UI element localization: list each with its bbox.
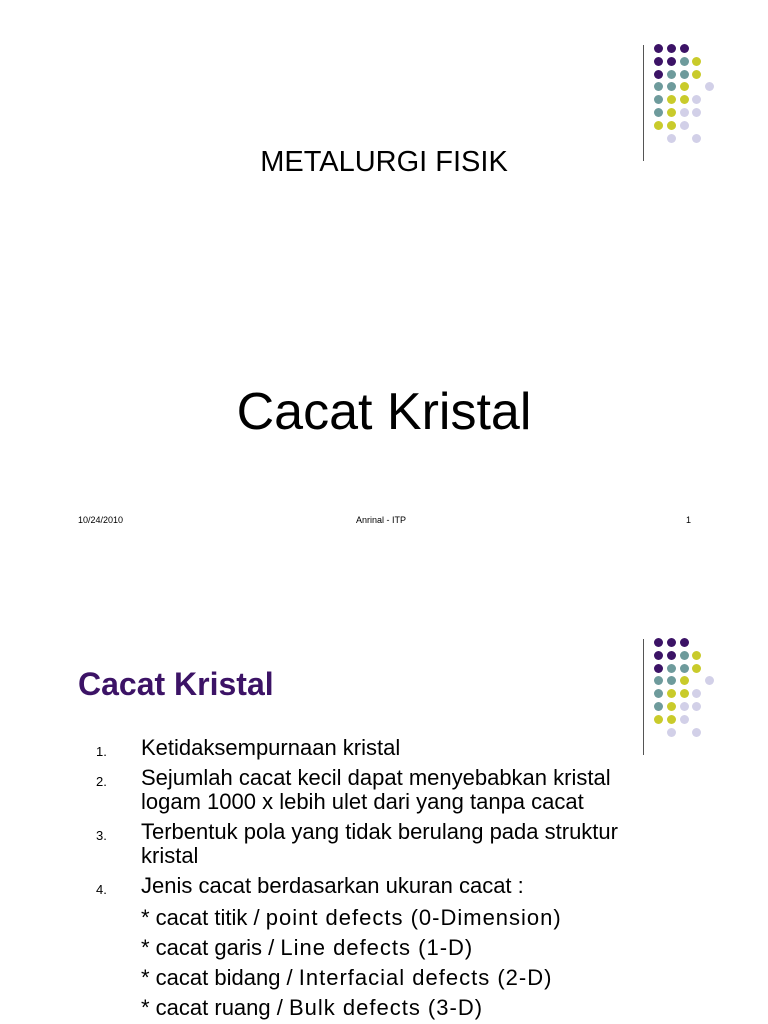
vertical-divider-line: [643, 639, 644, 755]
decorative-dot: [667, 664, 676, 673]
decorative-dot: [680, 664, 689, 673]
slide-title: Cacat Kristal: [236, 383, 532, 441]
decorative-dot: [692, 702, 701, 711]
decorative-dot: [654, 95, 663, 104]
decorative-dot: [667, 44, 676, 53]
decorative-dot: [680, 638, 689, 647]
decorative-dot: [680, 108, 689, 117]
decorative-dot: [692, 689, 701, 698]
decorative-dot: [667, 715, 676, 724]
decorative-dot: [654, 651, 663, 660]
decorative-dot: [680, 689, 689, 698]
vertical-divider-line: [643, 45, 644, 161]
sub-item: [141, 935, 473, 961]
decorative-dot: [667, 638, 676, 647]
decorative-dot: [692, 664, 701, 673]
decorative-dot: [667, 82, 676, 91]
decorative-dot: [692, 728, 701, 737]
footer-page-number: 1: [686, 515, 692, 525]
sub-item-term: * cacat ruang /: [141, 995, 289, 1020]
decorative-dot: [654, 70, 663, 79]
list-item-text: kristal: [141, 843, 199, 868]
decorative-dot: [654, 715, 663, 724]
list-item-text: Terbentuk pola yang tidak berulang pada struktur: [141, 819, 618, 844]
decorative-dot: [654, 108, 663, 117]
decorative-dot: [705, 82, 714, 91]
decorative-dot: [680, 82, 689, 91]
decorative-dot: [680, 57, 689, 66]
decorative-dot: [680, 676, 689, 685]
decorative-dot: [654, 57, 663, 66]
decorative-dot: [680, 651, 689, 660]
decorative-dot: [667, 728, 676, 737]
list-item-number: 4.: [96, 882, 107, 897]
decorative-dot: [692, 134, 701, 143]
sub-item-term: * cacat bidang /: [141, 965, 299, 990]
slide-subtitle: METALURGI FISIK: [260, 146, 508, 178]
sub-item-english: Bulk defects (3-D): [288, 995, 484, 1020]
decorative-dot: [680, 702, 689, 711]
decorative-dot: [667, 108, 676, 117]
decorative-dot: [667, 121, 676, 130]
decorative-dot: [654, 638, 663, 647]
dot-pattern-decoration: [654, 638, 724, 748]
decorative-dot: [654, 121, 663, 130]
list-item-text: Ketidaksempurnaan kristal: [141, 735, 401, 760]
decorative-dot: [680, 121, 689, 130]
sub-item-english: point defects (0-Dimension): [265, 905, 562, 930]
decorative-dot: [692, 70, 701, 79]
decorative-dot: [692, 57, 701, 66]
sub-item-term: * cacat garis /: [141, 935, 281, 960]
list-item-number: 2.: [96, 774, 107, 789]
sub-item: [141, 905, 562, 931]
list-item-text: Sejumlah cacat kecil dapat menyebabkan kristal: [141, 765, 611, 790]
list-item-text: Jenis cacat berdasarkan ukuran cacat :: [141, 873, 524, 898]
decorative-dot: [692, 108, 701, 117]
decorative-dot: [667, 70, 676, 79]
decorative-dot: [654, 676, 663, 685]
decorative-dot: [680, 44, 689, 53]
list-item-text: logam 1000 x lebih ulet dari yang tanpa cacat: [141, 789, 584, 814]
decorative-dot: [654, 82, 663, 91]
dot-pattern-decoration: [654, 44, 724, 154]
sub-item-english: Line defects (1-D): [280, 935, 474, 960]
decorative-dot: [667, 689, 676, 698]
decorative-dot: [667, 702, 676, 711]
decorative-dot: [654, 702, 663, 711]
decorative-dot: [667, 651, 676, 660]
list-item-number: 3.: [96, 828, 107, 843]
slide-2: [0, 594, 768, 1024]
sub-item: [141, 965, 552, 991]
decorative-dot: [692, 651, 701, 660]
slide-heading: Cacat Kristal: [78, 666, 274, 702]
decorative-dot: [705, 676, 714, 685]
decorative-dot: [680, 95, 689, 104]
decorative-dot: [654, 664, 663, 673]
decorative-dot: [692, 95, 701, 104]
footer-author: Anrinal - ITP: [356, 515, 407, 525]
sub-item: [141, 995, 483, 1021]
list-item-number: 1.: [96, 744, 107, 759]
decorative-dot: [667, 57, 676, 66]
footer-date: 10/24/2010: [78, 515, 124, 525]
decorative-dot: [667, 676, 676, 685]
decorative-dot: [667, 134, 676, 143]
decorative-dot: [680, 70, 689, 79]
sub-item-english: Interfacial defects (2-D): [298, 965, 553, 990]
decorative-dot: [654, 689, 663, 698]
decorative-dot: [654, 44, 663, 53]
decorative-dot: [667, 95, 676, 104]
sub-item-term: * cacat titik /: [141, 905, 266, 930]
decorative-dot: [680, 715, 689, 724]
